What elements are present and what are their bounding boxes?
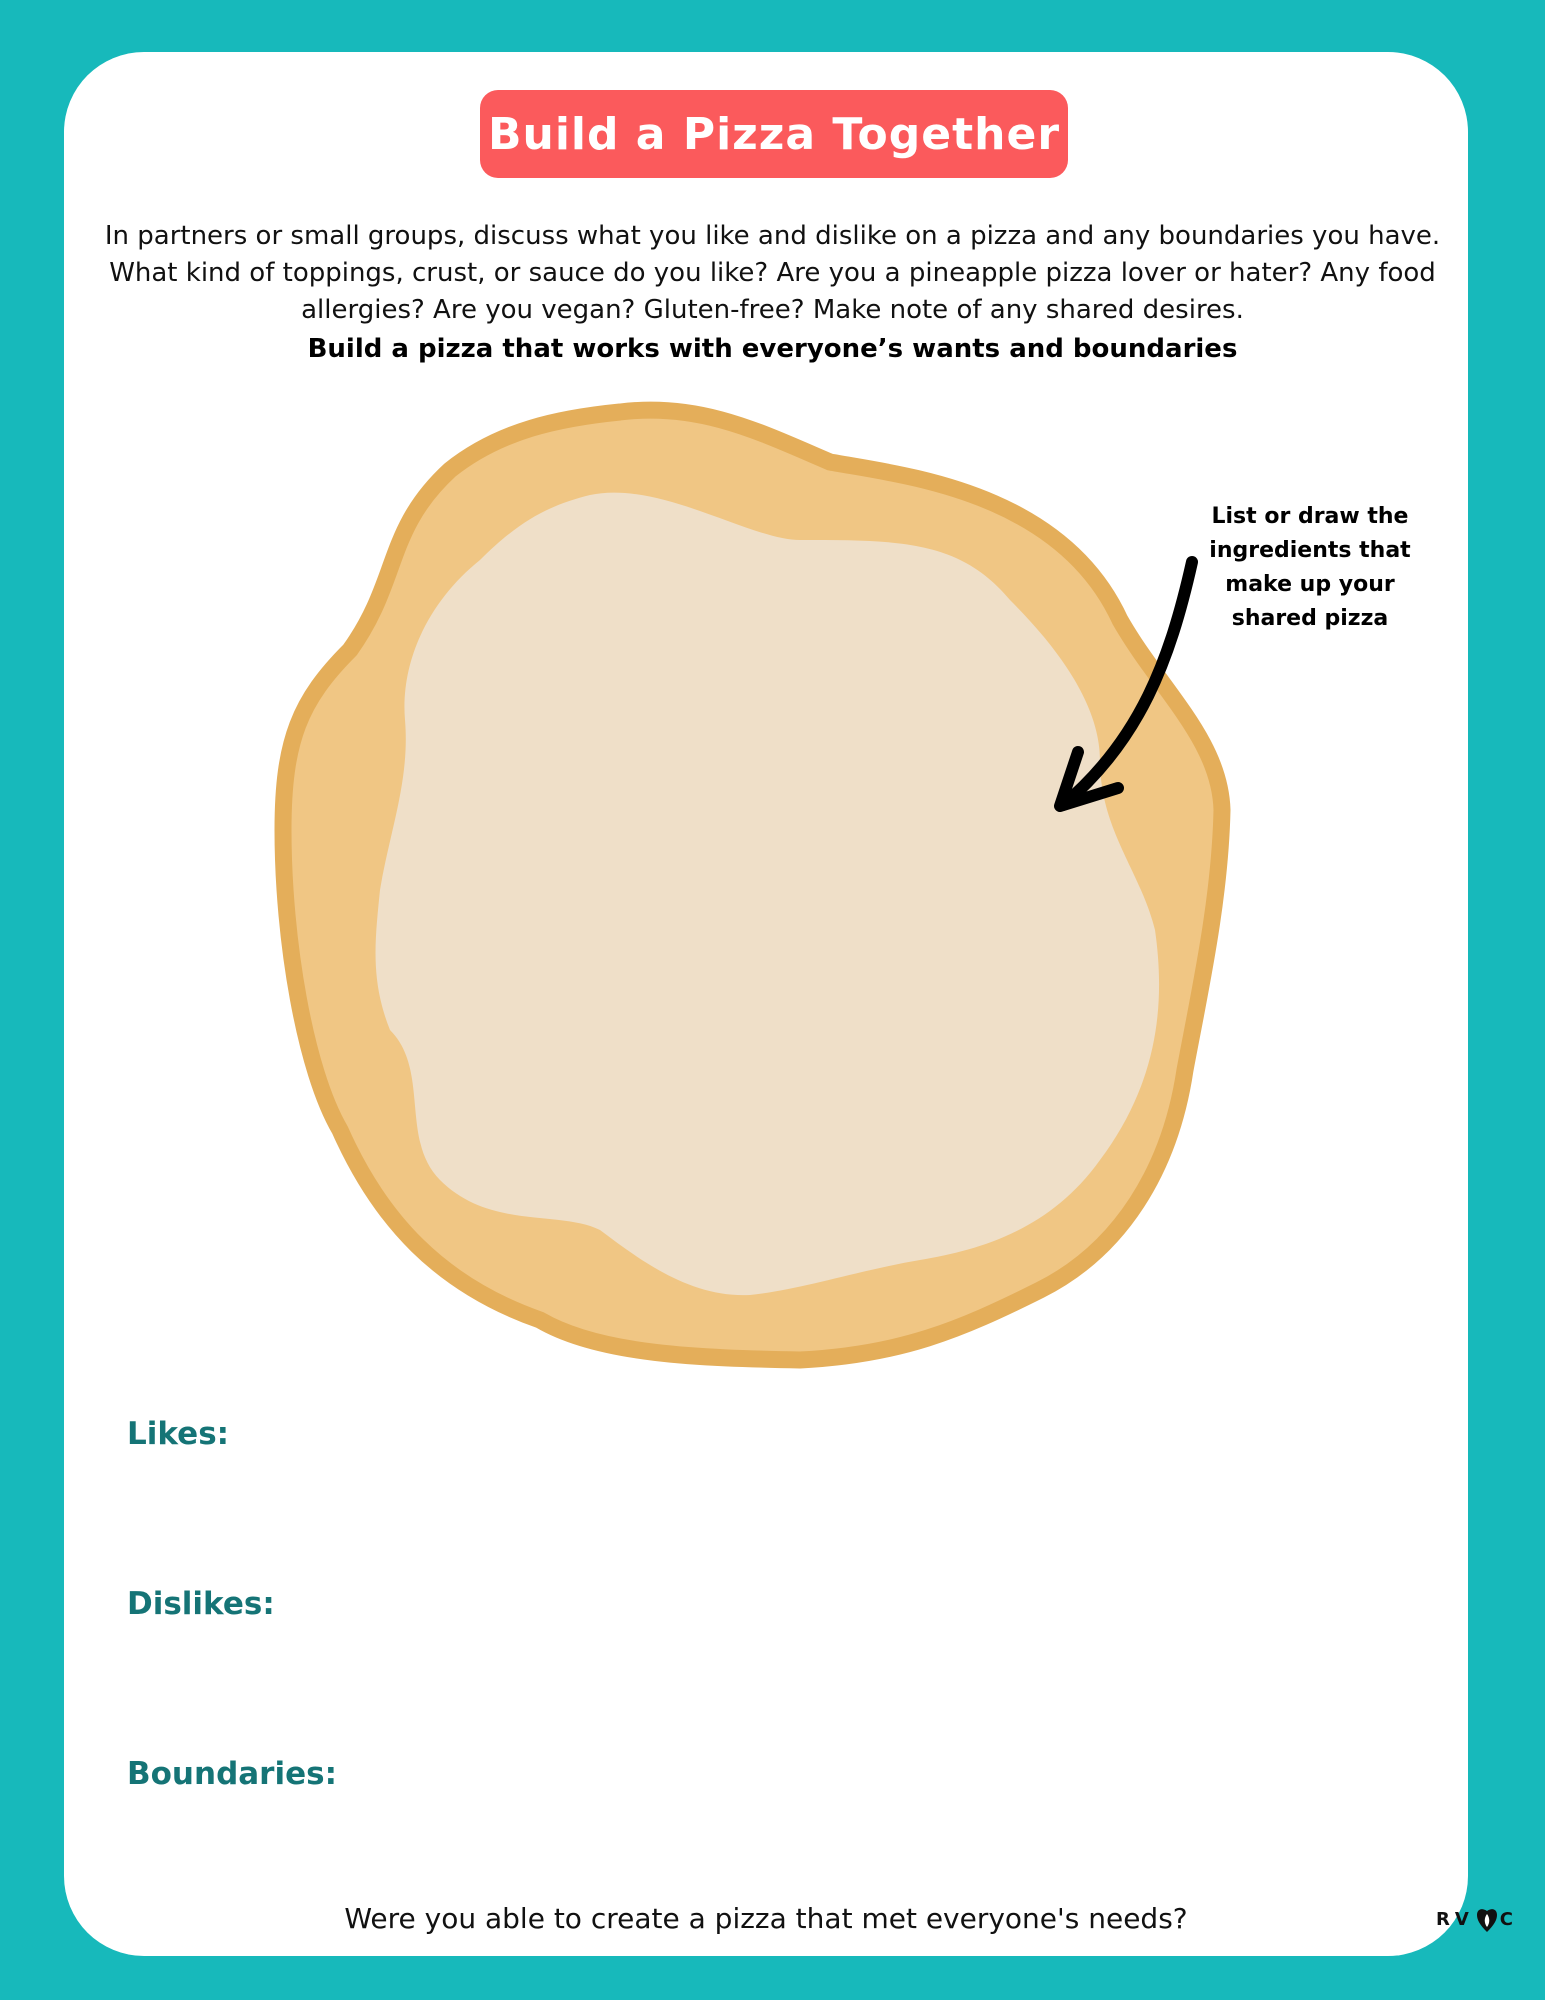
boundaries-label: Boundaries: (127, 1756, 337, 1792)
instructions-text: In partners or small groups, discuss what you like and dislike on a pizza and any boundaries you have. What kind of toppings, crust, or sauce do you like? Are you a pineapple pizza lover or hater? Any food allergies? Are you vegan? Gluten-free? Make note of any shared desires. (104, 221, 1441, 325)
dislikes-label: Dislikes: (127, 1586, 275, 1622)
logo-text-right: C (1499, 1908, 1519, 1930)
likes-label: Likes: (127, 1416, 230, 1452)
callout-text: List or draw the ingredients that make up your shared pizza (1209, 504, 1411, 631)
logo-heart-icon (1476, 1905, 1498, 1933)
rvcc-logo (1436, 1905, 1518, 1933)
instructions-emphasis: Build a pizza that works with everyone’s wants and boundaries (307, 334, 1238, 364)
page-title: Build a Pizza Together (487, 108, 1061, 160)
footer-question: Were you able to create a pizza that met everyone's needs? (344, 1902, 1188, 1935)
logo-text-left: RV (1436, 1908, 1474, 1930)
